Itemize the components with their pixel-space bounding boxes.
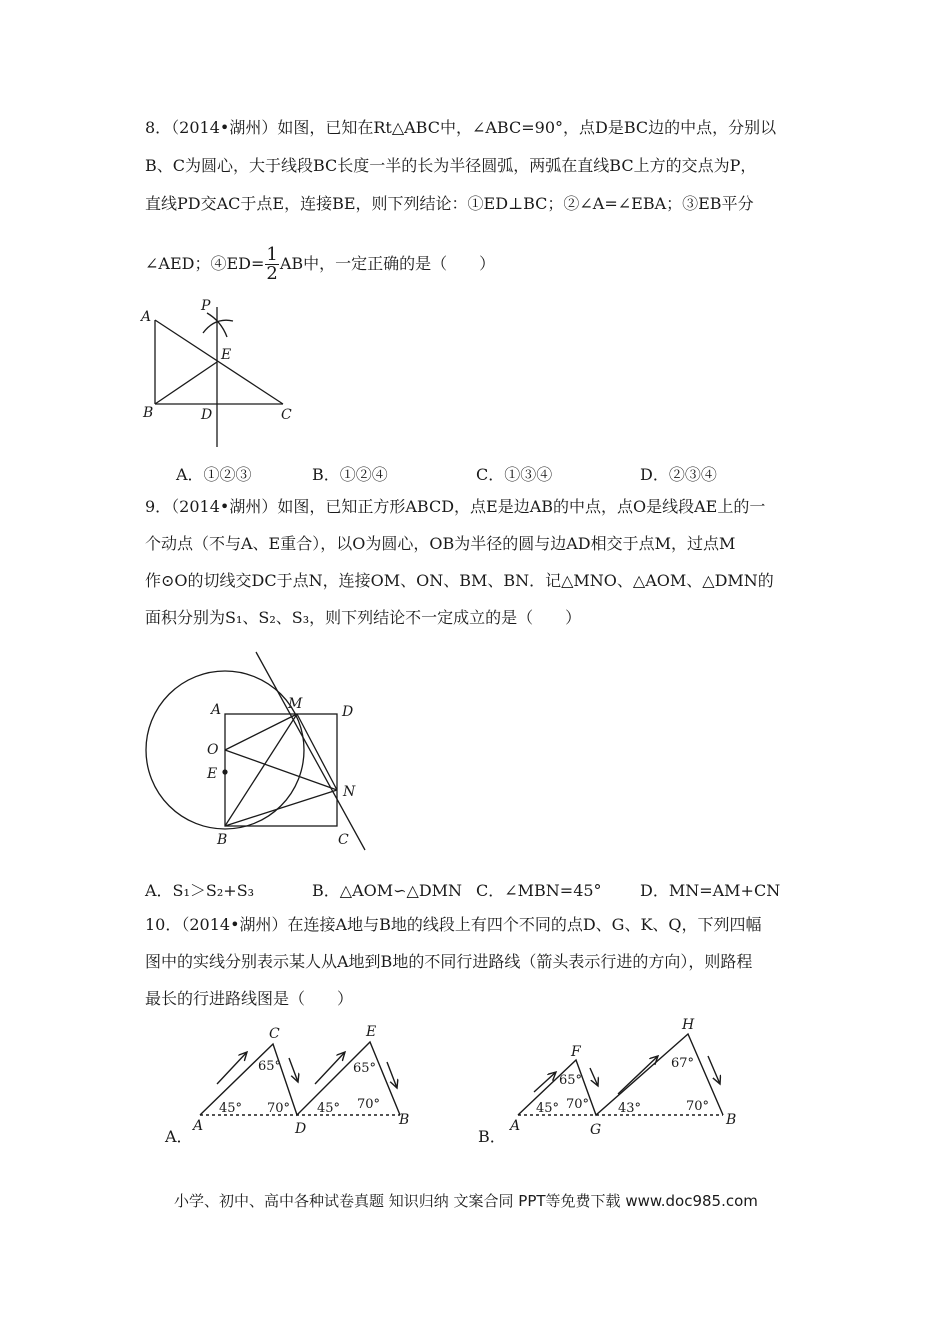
angle-5: 67°	[671, 1056, 695, 1071]
point-b: B	[399, 1112, 410, 1128]
angle-3: 70°	[267, 1101, 291, 1116]
label-a: A	[211, 702, 222, 718]
angle-6: 70°	[357, 1097, 381, 1112]
point-e: E	[366, 1024, 377, 1040]
point-d: D	[295, 1121, 307, 1137]
label-d: D	[342, 704, 354, 720]
q9-figure	[145, 650, 380, 855]
arrow-3	[315, 1052, 345, 1084]
q10-option-a[interactable]: A．	[165, 1127, 193, 1146]
label-b: B	[217, 832, 228, 848]
fraction-numerator: 1	[266, 244, 278, 265]
q9-option-c[interactable]: C．∠MBN=45°	[476, 881, 602, 900]
point-e-dot	[222, 769, 227, 774]
label-a: A	[141, 309, 152, 325]
angle-5: 65°	[353, 1061, 377, 1076]
label-d: D	[201, 407, 213, 423]
label-p: P	[201, 298, 211, 314]
q8-option-a[interactable]: A．①②③	[176, 465, 252, 484]
segment-mn	[297, 714, 337, 790]
q8-line-3: 直线PD交AC于点E，连接BE，则下列结论：①ED⊥BC；②∠A=∠EBA；③EB平分	[145, 194, 754, 213]
arrow-2	[590, 1068, 598, 1086]
label-c: C	[338, 832, 349, 848]
q8-line-4-prefix: ∠AED；④ED=	[145, 254, 265, 273]
angle-2: 65°	[559, 1073, 583, 1088]
footer-text: 小学、初中、高中各种试卷真题 知识归纳 文案合同 PPT等免费下载 www.doc985.com	[174, 1192, 758, 1210]
q8-line-2: B、C为圆心，大于线段BC长度一半的长为半径圆弧，两弧在直线BC上方的交点为P，	[145, 156, 757, 175]
q9-line-2: 个动点（不与A、E重合），以O为圆心，OB为半径的圆与边AD相交于点M，过点M	[145, 534, 736, 553]
tangent-line	[256, 652, 365, 850]
arrow-3	[618, 1056, 658, 1094]
q8-line-4	[145, 244, 495, 284]
q9-option-b[interactable]: B．△AOM∽△DMN	[312, 881, 463, 900]
label-o: O	[207, 742, 219, 758]
arrow-4	[708, 1056, 720, 1084]
angle-6: 70°	[686, 1099, 710, 1114]
q9-option-d[interactable]: D．MN=AM+CN	[640, 881, 781, 900]
angle-1: 45°	[219, 1101, 243, 1116]
segment-bn	[225, 790, 337, 826]
q9-option-a[interactable]: A．S₁＞S₂+S₃	[145, 881, 255, 900]
label-c: C	[281, 407, 292, 423]
q8-option-c[interactable]: C．①③④	[476, 465, 553, 484]
segment-bm	[225, 714, 297, 826]
point-g: G	[590, 1122, 602, 1138]
arrow-2	[289, 1058, 298, 1082]
q10-line-3: 最长的行进路线图是（ ）	[145, 989, 354, 1008]
fraction-one-half	[265, 246, 278, 283]
arrow-1	[217, 1052, 247, 1084]
angle-4: 43°	[618, 1101, 642, 1116]
label-m: M	[288, 696, 303, 712]
segment-be	[155, 362, 217, 404]
angle-2: 65°	[258, 1059, 282, 1074]
q8-option-b[interactable]: B．①②④	[312, 465, 388, 484]
point-h: H	[682, 1017, 695, 1033]
arrow-4	[387, 1062, 397, 1088]
q10-option-b[interactable]: B．	[478, 1127, 506, 1146]
point-b: B	[726, 1112, 737, 1128]
fraction-denominator: 2	[266, 263, 278, 284]
segment-on	[225, 750, 337, 790]
point-a: A	[193, 1118, 204, 1134]
q10-figure-b	[508, 1012, 748, 1142]
angle-3: 70°	[566, 1097, 590, 1112]
label-n: N	[343, 784, 356, 800]
label-b: B	[143, 405, 154, 421]
q10-line-2: 图中的实线分别表示某人从A地到B地的不同行进路线（箭头表示行进的方向），则路程	[145, 952, 753, 971]
q9-line-4: 面积分别为S₁、S₂、S₃，则下列结论不一定成立的是（ ）	[145, 608, 582, 627]
q8-figure	[135, 295, 305, 455]
point-f: F	[571, 1044, 581, 1060]
q9-line-1: 9．（2014•湖州）如图，已知正方形ABCD，点E是边AB的中点，点O是线段AE上的一	[145, 497, 766, 516]
label-e: E	[207, 766, 218, 782]
q10-figure-a	[185, 1022, 425, 1142]
point-c: C	[269, 1026, 280, 1042]
angle-1: 45°	[536, 1101, 560, 1116]
label-e: E	[221, 347, 232, 363]
q8-line-1: 8．（2014•湖州）如图，已知在Rt△ABC中，∠ABC=90°，点D是BC边的中点，分别以	[145, 118, 777, 137]
q8-line-4-suffix: AB中，一定正确的是（ ）	[279, 254, 496, 273]
q10-line-1: 10．（2014•湖州）在连接A地与B地的线段上有四个不同的点D、G、K、Q，下列四幅	[145, 915, 762, 934]
angle-4: 45°	[317, 1101, 341, 1116]
point-a: A	[510, 1118, 521, 1134]
q9-line-3: 作⊙O的切线交DC于点N，连接OM、ON、BM、BN．记△MNO、△AOM、△DMN的	[145, 571, 774, 590]
q8-option-d[interactable]: D．②③④	[640, 465, 717, 484]
